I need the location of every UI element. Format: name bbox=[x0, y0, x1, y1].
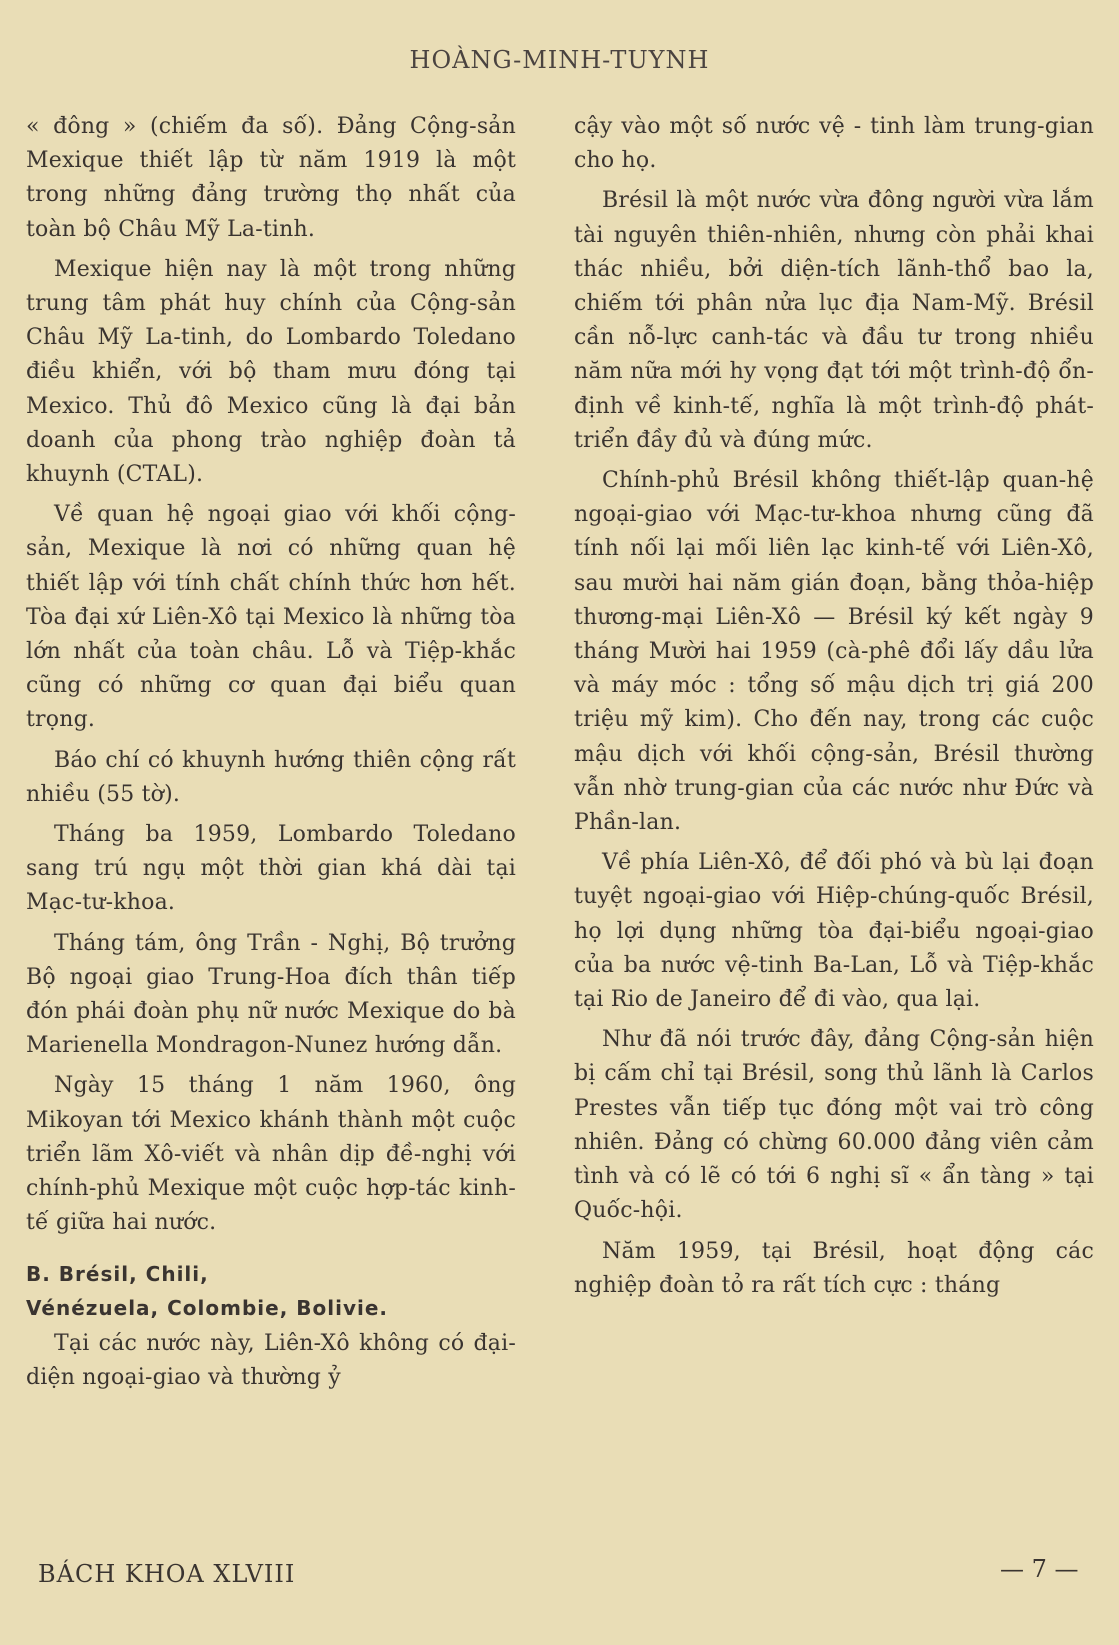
page-header: HOÀNG-MINH-TUYNH bbox=[409, 46, 710, 74]
paragraph: Tại các nước này, Liên-Xô không có đại-diện ngoại-giao và thường ỷ bbox=[26, 1330, 516, 1390]
paragraph: « đông » (chiếm đa số). Đảng Cộng-sản Mexique thiết lập từ năm 1919 là một trong những đảng trường thọ nhất của toàn bộ Châu Mỹ La-tinh. bbox=[26, 114, 516, 242]
publication-footer: BÁCH KHOA XLVIII bbox=[38, 1560, 296, 1588]
paragraph: Như đã nói trước đây, đảng Cộng-sản hiện bị cấm chỉ tại Brésil, song thủ lãnh là Carlos Prestes vẫn tiếp tục đóng một vai trò công nhiên. Đảng có chừng 60.000 đảng viên cảm tình và có lẽ có tới 6 nghị sĩ « ẩn tàng » tại Quốc-hội. bbox=[574, 1027, 1094, 1224]
paragraph: Về quan hệ ngoại giao với khối cộng-sản, Mexique là nơi có những quan hệ thiết lập với tính chất chính thức hơn hết. Tòa đại xứ Liên-Xô tại Mexico là những tòa lớn nhất của toàn châu. Lỗ và Tiệp-khắc cũng có những cơ quan đại biểu quan trọng. bbox=[26, 502, 516, 733]
paragraph: Brésil là một nước vừa đông người vừa lắm tài nguyên thiên-nhiên, nhưng còn phải khai thác nhiều, bởi diện-tích lãnh-thổ bao la, chiếm tới phân nửa lục địa Nam-Mỹ. Brésil cần nỗ-lực canh-tác và đầu tư trong nhiều năm nữa mới hy vọng đạt tới một trình-độ ổn-định về kinh-tế, nghĩa là một trình-độ phát-triển đầy đủ và đúng mức. bbox=[574, 188, 1094, 453]
paragraph: Báo chí có khuynh hướng thiên cộng rất nhiều (55 tờ). bbox=[26, 747, 516, 807]
paragraph: Mexique hiện nay là một trong những trung tâm phát huy chính của Cộng-sản Châu Mỹ La-tinh, do Lombardo Toledano điều khiển, với bộ tham mưu đóng tại Mexico. Thủ đô Mexico cũng là đại bản doanh của phong trào nghiệp đoàn tả khuynh (CTAL). bbox=[26, 256, 516, 488]
left-column bbox=[26, 110, 516, 1401]
paragraph: Năm 1959, tại Brésil, hoạt động các nghiệp đoàn tỏ ra rất tích cực : tháng bbox=[574, 1238, 1094, 1298]
paragraph: Tháng tám, ông Trần - Nghị, Bộ trưởng Bộ ngoại giao Trung-Hoa đích thân tiếp đón phái đoàn phụ nữ nước Mexique do bà Marienella Mondragon-Nunez hướng dẫn. bbox=[26, 930, 516, 1059]
paragraph: Ngày 15 tháng 1 năm 1960, ông Mikoyan tới Mexico khánh thành một cuộc triển lãm Xô-viết và nhân dịp đề-nghị với chính-phủ Mexique một cuộc hợp-tác kinh-tế giữa hai nước. bbox=[26, 1073, 516, 1236]
section-heading bbox=[26, 1257, 516, 1325]
paragraph: Về phía Liên-Xô, để đối phó và bù lại đoạn tuyệt ngoại-giao với Hiệp-chúng-quốc Brésil, họ lợi dụng những tòa đại-biểu ngoại-giao của ba nước vệ-tinh Ba-Lan, Lỗ và Tiệp-khắc tại Rio de Janeiro để đi vào, qua lại. bbox=[574, 850, 1094, 1013]
paragraph: cậy vào một số nước vệ - tinh làm trung-gian cho họ. bbox=[574, 114, 1094, 174]
section-heading-line-2: Vénézuela, Colombie, Bolivie. bbox=[26, 1295, 389, 1320]
paragraph: Chính-phủ Brésil không thiết-lập quan-hệ ngoại-giao với Mạc-tư-khoa nhưng cũng đã tính nối lại mối liên lạc kinh-tế với Liên-Xô, sau mười hai năm gián đoạn, bằng thỏa-hiệp thương-mại Liên-Xô — Brésil ký kết ngày 9 tháng Mười hai 1959 (cà-phê đổi lấy dầu lửa và máy móc : tổng số mậu dịch trị giá 200 triệu mỹ kim). Cho đến nay, trong các cuộc mậu dịch với khối cộng-sản, Brésil thường vẫn nhờ trung-gian của các nước như Đức và Phần-lan. bbox=[574, 468, 1094, 836]
paragraph: Tháng ba 1959, Lombardo Toledano sang trú ngụ một thời gian khá dài tại Mạc-tư-khoa. bbox=[26, 822, 516, 916]
right-column bbox=[574, 110, 1094, 1309]
page-number: — 7 — bbox=[1000, 1555, 1079, 1583]
section-heading-line-1: B. Brésil, Chili, bbox=[26, 1261, 209, 1286]
